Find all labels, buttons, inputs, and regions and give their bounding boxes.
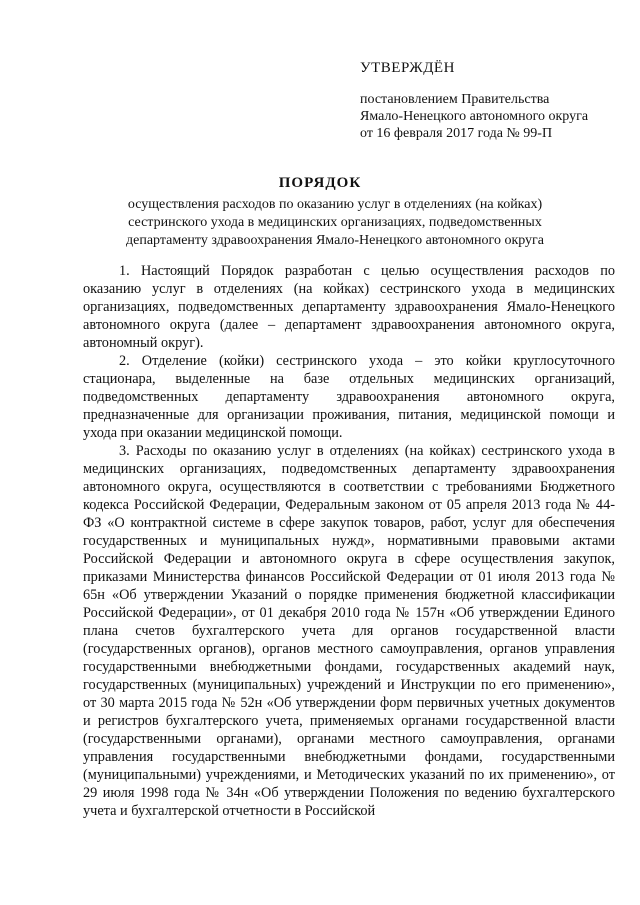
approval-line: постановлением Правительства xyxy=(360,92,550,107)
approval-word: УТВЕРЖДЁН xyxy=(360,60,455,76)
approval-line: от 16 февраля 2017 года № 99-П xyxy=(360,126,553,141)
paragraph: 1. Настоящий Порядок разработан с целью осуществления расходов по оказанию услуг в отделениях (на койках) сестринского ухода в медицинских организациях, подведомственных департаменту здравоохранения Ямало-Ненецкого автономного округа (далее – департамент здравоохранения автономного округа, автономный округ). xyxy=(83,263,615,351)
document-body xyxy=(83,262,615,820)
document-title: ПОРЯДОК xyxy=(278,175,362,191)
approval-block xyxy=(360,60,620,142)
paragraph: 3. Расходы по оказанию услуг в отделениях (на койках) сестринского ухода в медицинских организациях, подведомственных департаменту здравоохранения автономного округа, осуществляются в соответствии с требованиями Бюджетного кодекса Российской Федерации, Федеральным законом от 05 апреля 2013 года № 44-ФЗ «О контрактной системе в сфере закупок товаров, работ, услуг для обеспечения государственных и муниципальных нужд», нормативными правовыми актами Российской Федерации и автономного округа в сфере осуществления закупок, приказами Министерства финансов Российской Федерации от 01 июля 2013 года № 65н «Об утверждении Указаний о порядке применения бюджетной классификации Российской Федерации», от 01 декабря 2010 года № 157н «Об утверждении Единого плана счетов бухгалтерского учета для органов государственной власти (государственных органов), органов местного самоуправления, органов управления государственными внебюджетными фондами, государственных академий наук, государственных (муниципальных) учреждений и Инструкции по его применению», от 30 марта 2015 года № 52н «Об утверждении форм первичных учетных документов и регистров бухгалтерского учета, применяемых органами государственной власти (государственными органами), органами местного самоуправления, органами управления государственными внебюджетными фондами, государственными (муниципальными) учреждениями, и Методических указаний по их применению», от 29 июля 1998 года № 34н «Об утверждении Положения по ведению бухгалтерского учета и бухгалтерской отчетности в Российской xyxy=(83,443,615,819)
document-subtitle: осуществления расходов по оказанию услуг в отделениях (на койках) сестринского ухода в медицинских организациях, подведомственных департаменту здравоохранения Ямало-Ненецкого автономного округа xyxy=(125,197,545,248)
approval-line: Ямало-Ненецкого автономного округа xyxy=(360,109,589,124)
paragraph: 2. Отделение (койки) сестринского ухода – это койки круглосуточного стационара, выделенные на базе отдельных медицинских организаций, подведомственных департаменту здравоохранения автономного округа, предназначенные для организации проживания, питания, медицинской помощи и ухода при оказании медицинской помощи. xyxy=(83,353,615,441)
